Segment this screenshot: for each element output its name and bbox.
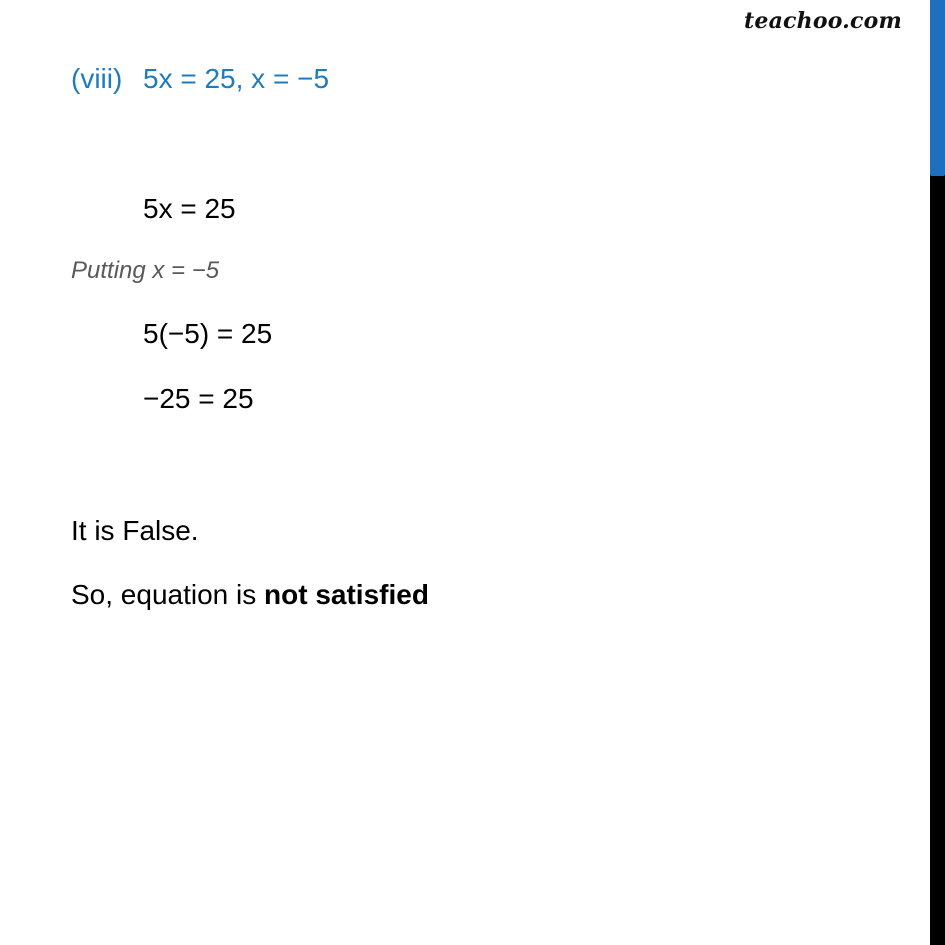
conclusion-prefix: So, equation is: [71, 579, 265, 610]
question-heading: [71, 62, 329, 96]
scrollbar-thumb[interactable]: [930, 0, 945, 176]
conclusion-emphasis: not satisfied: [264, 579, 429, 610]
conclusion-text: [71, 578, 429, 612]
vertical-scrollbar[interactable]: [930, 0, 945, 945]
verdict-text: It is False.: [71, 515, 199, 546]
evaluated-line: −25 = 25: [143, 383, 254, 414]
question-statement: 5x = 25, x = −5: [143, 63, 330, 94]
teachoo-logo: teachoo.com: [744, 8, 902, 34]
question-part-label: (viii): [71, 63, 123, 94]
substituted-line: 5(−5) = 25: [143, 318, 273, 349]
equation-line: 5x = 25: [143, 193, 236, 224]
substitution-note: Putting x = −5: [71, 257, 220, 284]
